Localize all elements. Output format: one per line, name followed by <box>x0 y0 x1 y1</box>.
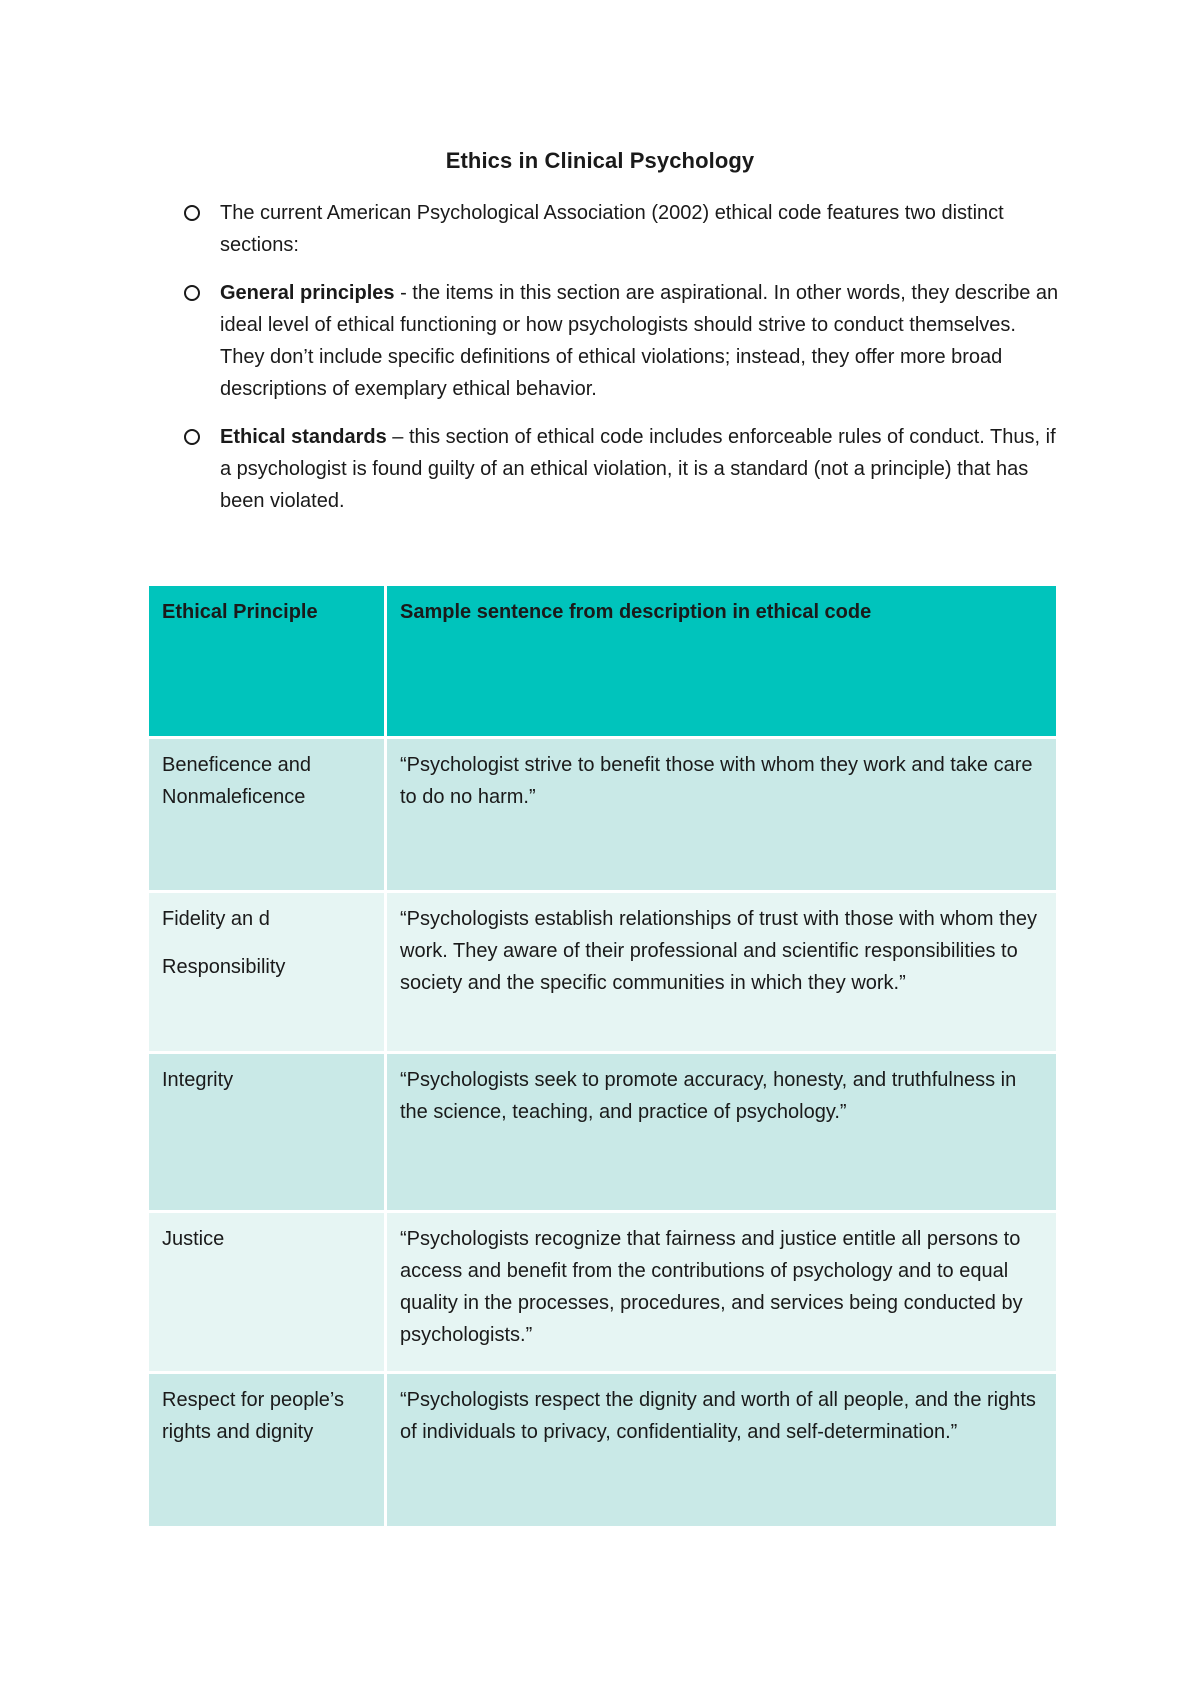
principle-cell <box>148 892 386 1053</box>
sample-cell: “Psychologists respect the dignity and worth of all people, and the rights of individuals to privacy, confidentiality, and self-determination.” <box>386 1373 1058 1528</box>
bullet-text: – this section of ethical code includes enforceable rules of conduct. Thus, if a psychologist is found guilty of an ethical violation, it is a standard (not a principle) that has been violated. <box>220 426 1056 512</box>
principle-cell <box>148 1053 386 1212</box>
page-title: Ethics in Clinical Psychology <box>445 148 755 173</box>
ethics-principles-table <box>146 583 1059 1529</box>
principle-name: Beneficence and Nonmaleficence <box>162 754 312 808</box>
principle-cell <box>148 738 386 892</box>
bullet-text: The current American Psychological Association (2002) ethical code features two distinct sections: <box>220 202 1004 256</box>
header-sample-sentence: Sample sentence from description in ethical code <box>386 585 1058 738</box>
hollow-circle-bullet-icon <box>184 429 200 445</box>
hollow-circle-bullet-icon <box>184 205 200 221</box>
header-ethical-principle: Ethical Principle <box>148 585 386 738</box>
sample-cell: “Psychologists seek to promote accuracy, honesty, and truthfulness in the science, teaching, and practice of psychology.” <box>386 1053 1058 1212</box>
table-header-row <box>148 585 1058 738</box>
principle-name: Justice <box>162 1228 225 1250</box>
hollow-circle-bullet-icon <box>184 285 200 301</box>
principle-name: Fidelity an d <box>162 908 270 930</box>
table-row <box>148 892 1058 1053</box>
bullet-text: - the items in this section are aspirational. In other words, they describe an ideal level of ethical functioning or how psychologists should strive to conduct themselves. They don’t include specific definitions of ethical violations; instead, they offer more broad descriptions of exemplary ethical behavior. <box>220 282 1059 400</box>
table-row <box>148 1053 1058 1212</box>
principle-cell <box>148 1373 386 1528</box>
bullet-term: General principles <box>220 282 395 304</box>
principle-name: Integrity <box>162 1069 234 1091</box>
principle-name: Respect for people’s rights and dignity <box>162 1389 344 1443</box>
bullet-item <box>182 277 1062 405</box>
bullet-item <box>182 197 1062 261</box>
table-row <box>148 1212 1058 1373</box>
sample-cell: “Psychologists recognize that fairness and justice entitle all persons to access and benefit from the contributions of psychology and to equal quality in the processes, procedures, and services being conducted by psychologists.” <box>386 1212 1058 1373</box>
sample-cell: “Psychologists establish relationships of trust with those with whom they work. They aware of their professional and scientific responsibilities to society and the specific communities in which they work.” <box>386 892 1058 1053</box>
sample-cell: “Psychologist strive to benefit those with whom they work and take care to do no harm.” <box>386 738 1058 892</box>
principle-cell <box>148 1212 386 1373</box>
table-row <box>148 1373 1058 1528</box>
principle-name-line2: Responsibility <box>162 956 286 978</box>
bullet-list <box>182 197 1062 533</box>
table-row <box>148 738 1058 892</box>
bullet-item <box>182 421 1062 517</box>
bullet-term: Ethical standards <box>220 426 387 448</box>
